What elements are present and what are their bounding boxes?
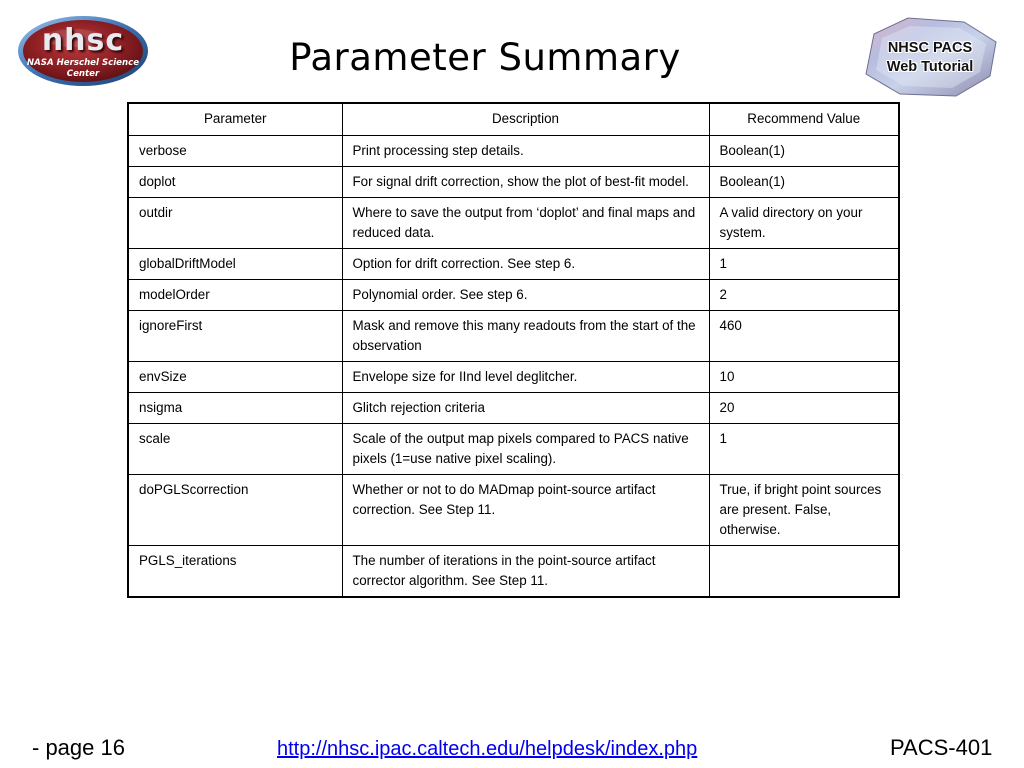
cell-description: The number of iterations in the point-source artifact corrector algorithm. See Step 11. (342, 546, 709, 598)
pacs-tutorial-badge (860, 16, 1000, 98)
cell-description: For signal drift correction, show the plot of best-fit model. (342, 167, 709, 198)
cell-parameter: verbose (128, 136, 342, 167)
cell-description: Envelope size for IInd level deglitcher. (342, 362, 709, 393)
nhsc-logo (16, 14, 150, 88)
header-description: Description (342, 103, 709, 136)
header-parameter: Parameter (128, 103, 342, 136)
cell-value: Boolean(1) (709, 136, 899, 167)
course-code: PACS-401 (890, 735, 993, 760)
table-body (128, 136, 899, 598)
cell-parameter: PGLS_iterations (128, 546, 342, 598)
cell-parameter: scale (128, 424, 342, 475)
parameter-table (127, 102, 900, 598)
cell-value: 1 (709, 249, 899, 280)
cell-description: Print processing step details. (342, 136, 709, 167)
cell-description: Mask and remove this many readouts from the start of the observation (342, 311, 709, 362)
table-row (128, 546, 899, 598)
cell-parameter: globalDriftModel (128, 249, 342, 280)
cell-parameter: modelOrder (128, 280, 342, 311)
cell-description: Option for drift correction. See step 6. (342, 249, 709, 280)
table-row (128, 136, 899, 167)
cell-value: A valid directory on your system. (709, 198, 899, 249)
cell-description: Scale of the output map pixels compared to PACS native pixels (1=use native pixel scaling). (342, 424, 709, 475)
cell-parameter: doPGLScorrection (128, 475, 342, 546)
table-row (128, 362, 899, 393)
table-row (128, 198, 899, 249)
cell-description: Where to save the output from ‘doplot’ and final maps and reduced data. (342, 198, 709, 249)
cell-value: 10 (709, 362, 899, 393)
cell-value: 460 (709, 311, 899, 362)
nhsc-logo-text: nhsc (41, 23, 125, 58)
table-row (128, 475, 899, 546)
cell-value: True, if bright point sources are present. False, otherwise. (709, 475, 899, 546)
cell-value: 20 (709, 393, 899, 424)
table-row (128, 167, 899, 198)
nhsc-logo-subtitle-line1: NASA Herschel Science (26, 58, 140, 68)
cell-parameter: nsigma (128, 393, 342, 424)
cell-description: Polynomial order. See step 6. (342, 280, 709, 311)
table-header (128, 103, 899, 136)
header-recommend-value: Recommend Value (709, 103, 899, 136)
table-row (128, 249, 899, 280)
cell-parameter: doplot (128, 167, 342, 198)
helpdesk-link[interactable]: http://nhsc.ipac.caltech.edu/helpdesk/index.php (277, 738, 698, 760)
pacs-badge-graphic (860, 16, 1000, 98)
page-title: Parameter Summary (289, 36, 681, 79)
cell-description: Glitch rejection criteria (342, 393, 709, 424)
table-row (128, 424, 899, 475)
cell-description: Whether or not to do MADmap point-source artifact correction. See Step 11. (342, 475, 709, 546)
cell-parameter: ignoreFirst (128, 311, 342, 362)
nhsc-logo-subtitle-line2: Center (66, 69, 100, 79)
cell-parameter: outdir (128, 198, 342, 249)
badge-line1: NHSC PACS (887, 40, 973, 56)
table-row (128, 393, 899, 424)
cell-value: 2 (709, 280, 899, 311)
table-header-row (128, 103, 899, 136)
page-number: - page 16 (32, 735, 125, 760)
cell-value: Boolean(1) (709, 167, 899, 198)
cell-parameter: envSize (128, 362, 342, 393)
badge-line2: Web Tutorial (886, 59, 974, 75)
table-row (128, 280, 899, 311)
cell-value (709, 546, 899, 598)
cell-value: 1 (709, 424, 899, 475)
table-row (128, 311, 899, 362)
